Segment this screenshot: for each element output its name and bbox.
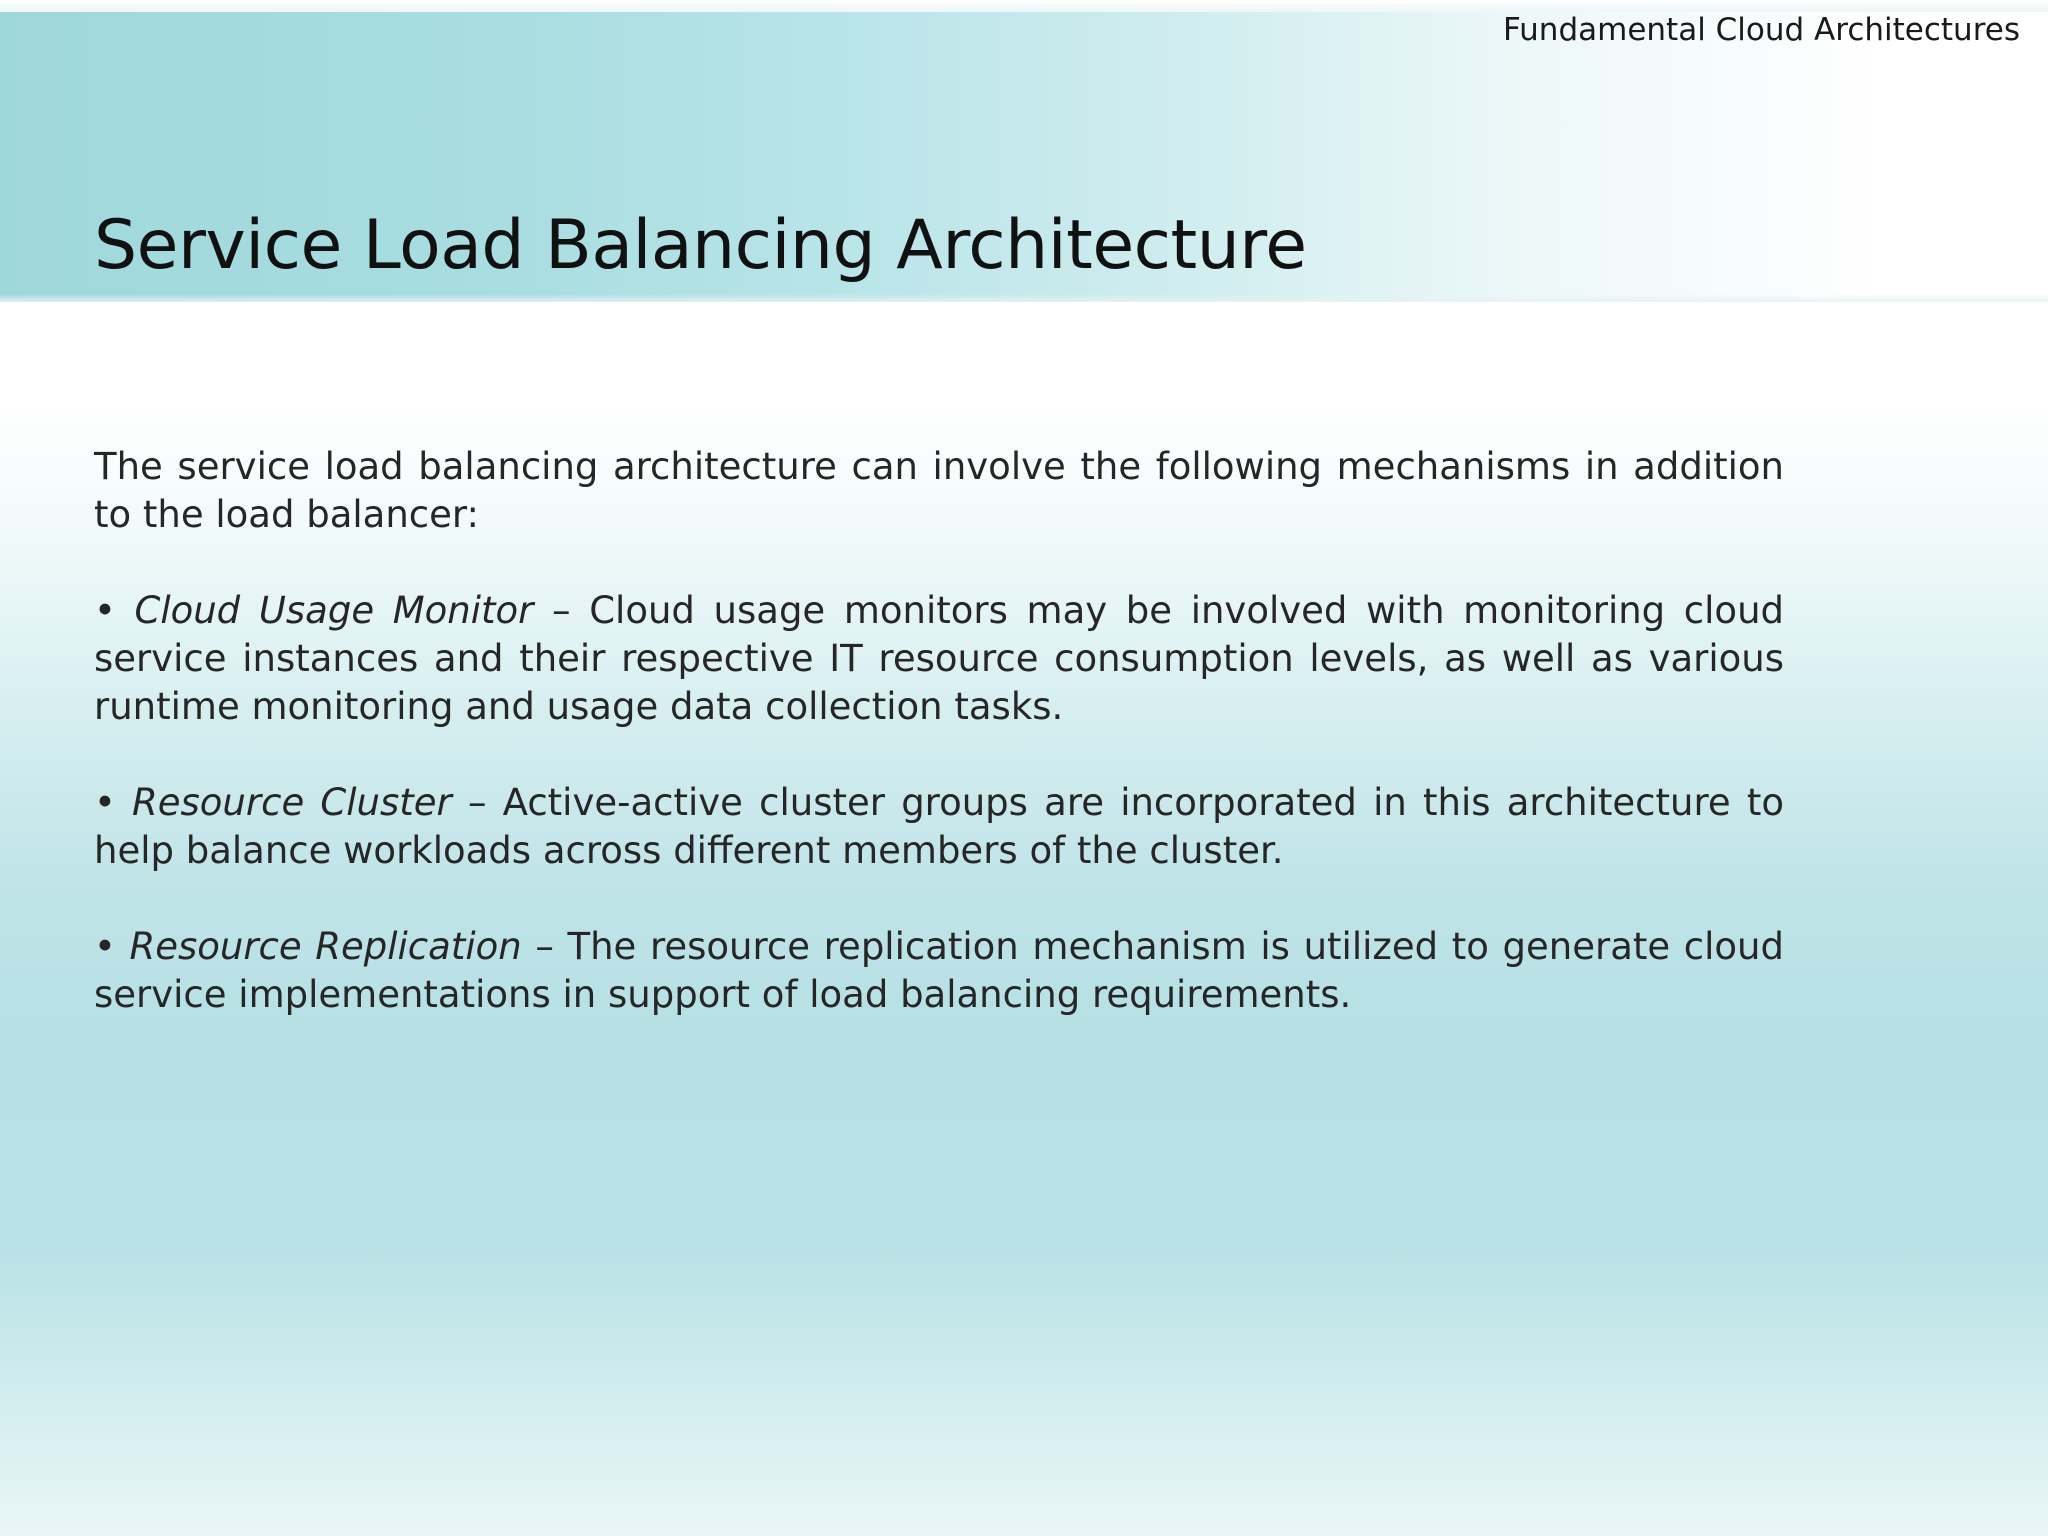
bullet-marker: • <box>94 589 116 632</box>
bullet-marker: • <box>94 925 116 968</box>
bullet-resource-cluster <box>94 779 1784 875</box>
slide-title: Service Load Balancing Architecture <box>94 206 1307 285</box>
slide-body <box>94 443 1784 1067</box>
bullet-resource-replication <box>94 923 1784 1019</box>
bullet-marker: • <box>94 781 116 824</box>
bullet-term: Cloud Usage Monitor <box>134 589 534 632</box>
bullet-term: Resource Cluster <box>132 781 452 824</box>
bullet-text: – The resource replication mechanism is utilized to generate cloud service implementations in support of load balancing requirements. <box>94 925 1784 1016</box>
intro-paragraph: The service load balancing architecture can involve the following mechanisms in addition to the load balancer: <box>94 445 1784 536</box>
top-strip <box>0 0 2048 12</box>
bullet-text: – Active-active cluster groups are incorporated in this architecture to help balance workloads across different members of the cluster. <box>94 781 1784 872</box>
bullet-text: – Cloud usage monitors may be involved with monitoring cloud service instances and their respective IT resource consumption levels, as well as various runtime monitoring and usage data collection tasks. <box>94 589 1785 728</box>
bullet-term: Resource Replication <box>129 925 522 968</box>
bullet-cloud-usage-monitor <box>94 587 1784 731</box>
section-label: Fundamental Cloud Architectures <box>1503 12 2020 48</box>
